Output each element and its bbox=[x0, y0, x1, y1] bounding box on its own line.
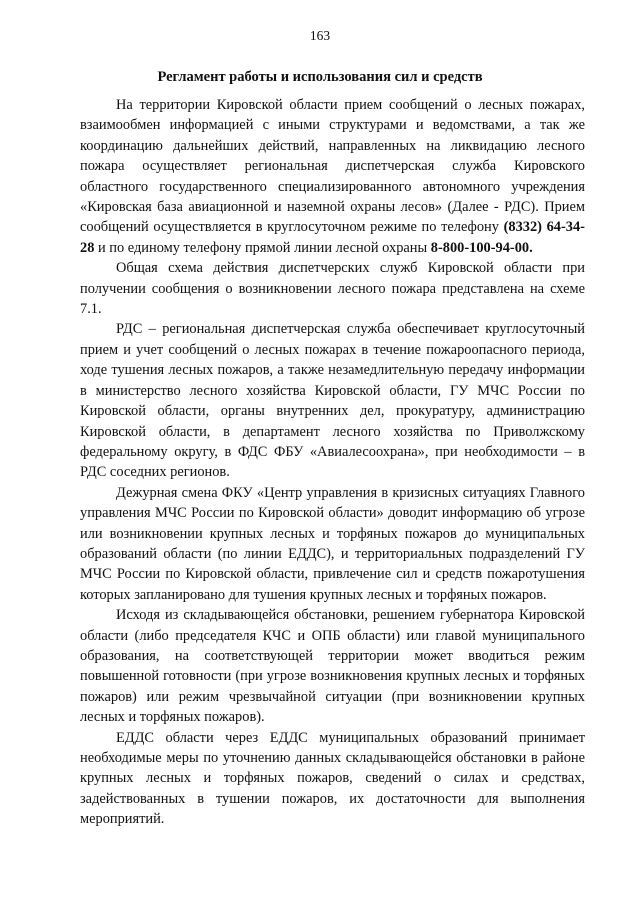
paragraph-emergency-regime: Исходя из складывающейся обстановки, решением губернатора Кировской области (либо председателя КЧС и ОПБ области) или главой муниципального образования, на соответствующей территории может вводиться режим повышенной готовности (при угрозе возникновения крупных лесных и торфяных пожаров) или режим чрезвычайной ситуации (при возникновении крупных лесных и торфяных пожаров). bbox=[80, 607, 585, 726]
section-heading: Регламент работы и использования сил и средств bbox=[157, 69, 483, 85]
paragraph-general-scheme: Общая схема действия диспетчерских служб Кировской области при получении сообщения о возникновении лесного пожара представлена на схеме 7.1. bbox=[80, 260, 585, 318]
phone-number-hotline: 8-800-100-94-00. bbox=[430, 239, 533, 256]
paragraph-edds-measures: ЕДДС области через ЕДДС муниципальных образований принимает необходимые меры по уточнению данных складывающейся обстановки в районе крупных лесных и торфяных пожаров, сведений о силах и средствах, задействованных в тушении пожаров, их достаточности для выполнения мероприятий. bbox=[80, 729, 585, 828]
page-number: 163 bbox=[309, 28, 331, 43]
body-text bbox=[80, 95, 585, 830]
paragraph-reception-text: На территории Кировской области прием сообщений о лесных пожарах, взаимообмен информацией с иными структурами и ведомствами, а так же координацию дальнейших действий, направленных на ликвидацию лесного пожара осуществляет региональная диспетчерская служба Кировского областного государственного специализированного автономного учреждения «Кировская база авиационной и наземной охраны лесов» (Далее - РДС). Прием сообщений осуществляется в круглосуточном режиме по телефону bbox=[80, 97, 585, 236]
paragraph-reception-text-cont: и по единому телефону прямой линии лесной охраны bbox=[94, 239, 431, 256]
paragraph-rds-duties: РДС – региональная диспетчерская служба обеспечивает круглосуточный прием и учет сообщений о лесных пожарах в течение пожароопасного периода, ходе тушения лесных пожаров, а также незамедлительную передачу информации в министерство лесного хозяйства Кировской области, ГУ МЧС России по Кировской области, органы внутренних дел, прокуратуру, администрацию Кировской области, в департамент лесного хозяйства по Приволжскому федеральному округу, в ФДС ФБУ «Авиалесоохрана», при необходимости – в РДС соседних регионов. bbox=[80, 321, 585, 481]
paragraph-duty-shift: Дежурная смена ФКУ «Центр управления в кризисных ситуациях Главного управления МЧС России по Кировской области» доводит информацию об угрозе или возникновении крупных лесных и торфяных пожаров до муниципальных образований области (по линии ЕДДС), и территориальных подразделений ГУ МЧС России по Кировской области, привлечение сил и средств пожаротушения которых запланировано для тушения крупных лесных и торфяных пожаров. bbox=[80, 484, 585, 603]
paragraph-reception bbox=[80, 95, 585, 258]
phone-number-rds: (8332) 64-34-28 bbox=[80, 219, 585, 256]
